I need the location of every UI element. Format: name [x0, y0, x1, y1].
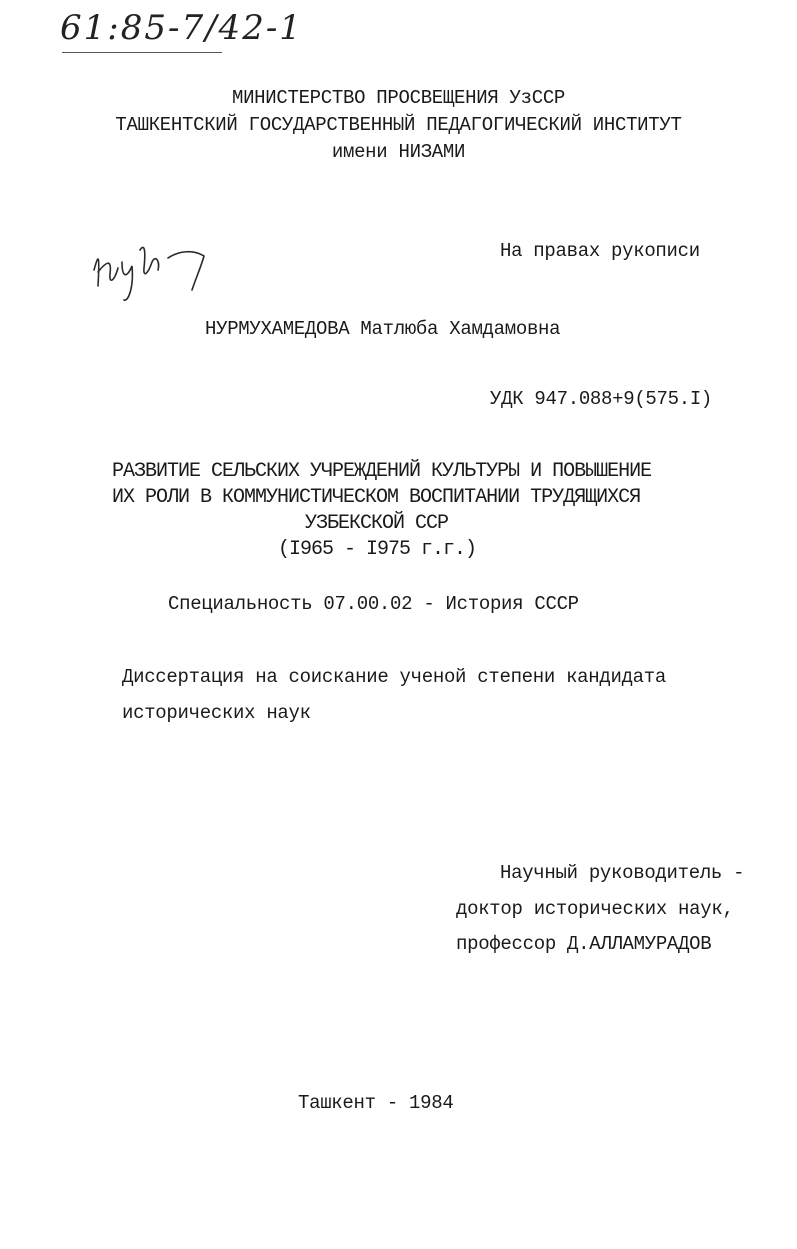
institute-named-after: имени НИЗАМИ — [331, 141, 466, 163]
signature-handwritten — [88, 228, 218, 308]
institute-name: ТАШКЕНТСКИЙ ГОСУДАРСТВЕННЫЙ ПЕДАГОГИЧЕСКИЙ ИНСТИТУТ — [115, 114, 682, 136]
supervisor-degree: доктор исторических наук, — [456, 898, 734, 920]
thesis-title-line-3: УЗБЕКСКОЙ ССР — [305, 512, 449, 535]
author-name: НУРМУХАМЕДОВА Матлюба Хамдамовна — [205, 318, 561, 340]
dissertation-line-1: Диссертация на соискание ученой степени кандидата — [122, 666, 666, 688]
udc-code: УДК 947.088+9(575.I) — [490, 388, 713, 410]
specialty: Специальность 07.00.02 - История СССР — [168, 593, 579, 615]
thesis-title-line-1: РАЗВИТИЕ СЕЛЬСКИХ УЧРЕЖДЕНИЙ КУЛЬТУРЫ И ПОВЫШЕНИЕ — [112, 460, 652, 483]
dissertation-line-2: исторических наук — [122, 702, 311, 724]
archive-code-handwritten: 61:85-7/42-1 — [60, 8, 303, 48]
thesis-title-line-2: ИХ РОЛИ В КОММУНИСТИЧЕСКОМ ВОСПИТАНИИ ТРУДЯЩИХСЯ — [112, 486, 641, 509]
city-year: Ташкент - 1984 — [298, 1092, 454, 1114]
ministry-name: МИНИСТЕРСТВО ПРОСВЕЩЕНИЯ УзССР — [231, 87, 566, 109]
thesis-years: (I965 - I975 г.г.) — [278, 538, 477, 561]
archive-code-underline — [62, 52, 222, 53]
supervisor-name: профессор Д.АЛЛАМУРАДОВ — [456, 933, 712, 955]
rights-note: На правах рукописи — [500, 240, 700, 262]
supervisor-role: Научный руководитель - — [500, 862, 745, 884]
